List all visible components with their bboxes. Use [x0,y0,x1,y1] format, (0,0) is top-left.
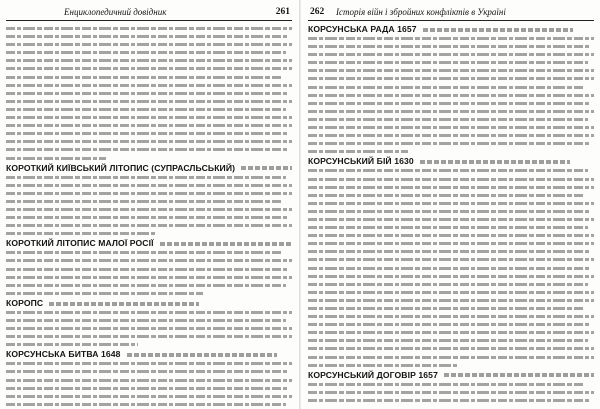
text-line [308,199,594,207]
text-line [6,400,292,406]
text-line-ink [308,383,585,386]
text-line-ink [6,124,292,127]
text-line-ink [308,356,594,359]
text-line-ink [308,291,594,294]
text-line-ink [6,148,289,151]
entry-heading-text: КОРОПС [6,297,44,308]
entry-heading [6,349,292,359]
text-line [308,304,594,312]
text-line [6,221,292,229]
text-line-ink [6,157,106,160]
text-line [6,40,292,48]
text-line [308,264,594,272]
text-line [308,296,594,304]
text-line [308,183,594,191]
entry-paragraph [6,359,292,406]
entry-heading [308,370,594,380]
text-line-ink [308,283,588,286]
right-page [308,6,594,406]
text-line [6,376,292,384]
text-line-ink [308,61,588,64]
text-line-ink [6,132,289,135]
text-line-ink [6,176,286,179]
text-line-ink [6,387,289,390]
text-line [6,89,292,97]
text-line [6,189,292,197]
text-line [308,336,594,344]
page-number: 262 [310,7,325,17]
text-line-ink [6,259,292,262]
text-line [308,207,594,215]
text-line-ink [308,186,594,189]
entry-paragraph [308,166,594,368]
text-line [308,255,594,263]
text-line [308,175,594,183]
entry-heading [308,24,594,34]
left-page-text [6,24,292,406]
text-line-ink [308,250,591,253]
text-line [6,384,292,392]
text-line [308,139,594,147]
text-line-ink [6,76,283,79]
text-line [6,316,292,324]
text-line-ink [6,311,292,314]
text-line-ink [308,364,457,367]
text-line [6,308,292,316]
text-line [308,396,594,404]
text-line [308,123,594,131]
text-line-ink [308,126,594,129]
text-line [308,288,594,296]
entry-paragraph [6,308,292,348]
text-line-ink [308,234,594,237]
text-line-ink [308,299,594,302]
text-line [6,121,292,129]
text-line-ink [308,307,585,310]
book-gutter [299,0,301,409]
text-line-ink [6,379,292,382]
text-line [308,388,594,396]
text-line [6,324,292,332]
text-line-ink [6,335,292,338]
left-page [6,6,292,406]
text-line [308,107,594,115]
text-line-ink [6,67,292,70]
text-line-ink [308,258,594,261]
text-line-ink [6,216,289,219]
text-line [6,137,292,145]
heading-text-continuation [423,28,573,32]
text-line-ink [6,140,292,143]
text-line-ink [6,116,292,119]
text-line-ink [308,53,594,56]
text-line [6,367,292,375]
text-line [6,332,292,340]
text-line-ink [308,45,591,48]
text-line [6,145,292,153]
text-line [308,215,594,223]
text-line [6,197,292,205]
text-line-ink [308,242,594,245]
entry-paragraph [6,173,292,238]
text-line-ink [308,347,594,350]
text-line-ink [308,37,594,40]
text-line-ink [308,86,585,89]
entry-heading-text: КОРСУНСЬКА БИТВА 1648 [6,349,121,360]
text-line-ink [6,251,283,254]
right-page-text [308,24,594,406]
text-line-ink [6,395,292,398]
text-line [308,42,594,50]
text-line-ink [6,192,292,195]
text-line [308,58,594,66]
text-line-ink [308,118,588,121]
text-line-ink [6,224,292,227]
text-line-ink [6,319,286,322]
text-line [6,64,292,72]
text-line-ink [308,110,594,113]
running-head-title: Історія війн і збройних конфліктів в Україні [336,7,506,17]
text-line [308,147,594,155]
heading-text-continuation [444,373,594,377]
text-line [6,154,292,162]
text-line [6,173,292,181]
text-line-ink [308,194,585,197]
text-line-ink [308,275,594,278]
text-line [6,289,292,297]
text-line [308,223,594,231]
entry-heading-text: КОРСУНСЬКА РАДА 1657 [308,24,417,34]
text-line-ink [6,268,289,271]
text-line [6,181,292,189]
text-line [6,273,292,281]
text-line [308,50,594,58]
heading-text-continuation [49,302,199,306]
text-line [308,361,594,369]
text-line [308,191,594,199]
text-line-ink [6,27,292,30]
text-line [6,24,292,32]
text-line [308,272,594,280]
text-line [308,166,594,174]
text-line [6,129,292,137]
text-line [308,74,594,82]
text-line [6,105,292,113]
text-line [6,392,292,400]
text-line [308,83,594,91]
heading-text-continuation [241,166,292,170]
text-line-ink [308,210,591,213]
text-line [308,328,594,336]
text-line-ink [308,77,594,80]
text-line [308,239,594,247]
text-line-ink [6,84,292,87]
text-line-ink [6,327,292,330]
text-line-ink [308,94,594,97]
heading-text-continuation [127,353,277,357]
text-line [308,99,594,107]
text-line [6,340,292,348]
entry-heading-text: КОРОТКИЙ КИЇВСЬКИЙ ЛІТОПИС (СУПРАСЛЬСЬКИЙ) [6,162,236,173]
entry-paragraph [6,24,292,162]
text-line-ink [6,59,292,62]
text-line [308,115,594,123]
text-line [6,56,292,64]
text-line [308,320,594,328]
text-line [6,229,292,237]
text-line-ink [308,69,594,72]
text-line-ink [6,92,289,95]
text-line [6,113,292,121]
entry-paragraph [308,380,594,406]
text-line [308,312,594,320]
text-line-ink [308,218,594,221]
text-line-ink [308,315,594,318]
text-line-ink [6,292,203,295]
text-line-ink [6,200,283,203]
text-line [6,256,292,264]
text-line [6,359,292,367]
text-line [308,280,594,288]
text-line-ink [6,284,286,287]
running-head [6,6,292,21]
text-line [308,231,594,239]
text-line [308,34,594,42]
running-head-title: Енциклопедичний довідник [64,7,167,17]
entry-heading [6,298,292,308]
entry-heading [6,163,292,173]
entry-heading [308,156,594,166]
text-line-ink [308,323,591,326]
text-line [6,248,292,256]
text-line-ink [6,35,289,38]
text-line [6,281,292,289]
text-line [308,66,594,74]
text-line [6,213,292,221]
text-line-ink [6,276,292,279]
text-line [308,344,594,352]
text-line [308,131,594,139]
text-line-ink [308,150,408,153]
entry-heading [6,238,292,248]
text-line-ink [308,331,594,334]
text-line [308,91,594,99]
entry-paragraph [308,34,594,155]
text-line-ink [308,102,591,105]
text-line-ink [6,184,292,187]
text-line [6,81,292,89]
text-line-ink [308,391,594,394]
page-number: 261 [275,7,290,17]
text-line-ink [308,399,591,402]
text-line-ink [6,100,292,103]
text-line-ink [308,202,594,205]
text-line [6,205,292,213]
text-line-ink [308,267,591,270]
text-line-ink [6,232,155,235]
text-line-ink [6,403,286,406]
heading-text-continuation [160,242,292,246]
text-line [308,404,594,406]
text-line-ink [6,208,292,211]
running-head [308,6,594,21]
text-line-ink [308,169,588,172]
text-line [6,73,292,81]
text-line-ink [308,134,594,137]
text-line-ink [6,343,138,346]
text-line-ink [308,178,594,181]
text-line [308,353,594,361]
text-line [6,265,292,273]
text-line-ink [6,362,292,365]
entry-heading-text: КОРСУНСЬКИЙ БІЙ 1630 [308,156,414,167]
text-line-ink [6,43,292,46]
text-line [308,380,594,388]
text-line [6,97,292,105]
text-line [308,247,594,255]
text-line-ink [6,370,289,373]
heading-text-continuation [420,160,570,164]
entry-heading-text: КОРСУНСЬКИЙ ДОГОВІР 1657 [308,369,438,380]
text-line-ink [6,51,286,54]
text-line-ink [308,142,591,145]
text-line [6,48,292,56]
entry-paragraph [6,248,292,297]
entry-heading-text: КОРОТКИЙ ЛІТОПИС МАЛОЇ РОСІЇ [6,238,154,249]
text-line [6,32,292,40]
text-line-ink [6,108,286,111]
text-line-ink [308,226,588,229]
text-line-ink [308,339,588,342]
